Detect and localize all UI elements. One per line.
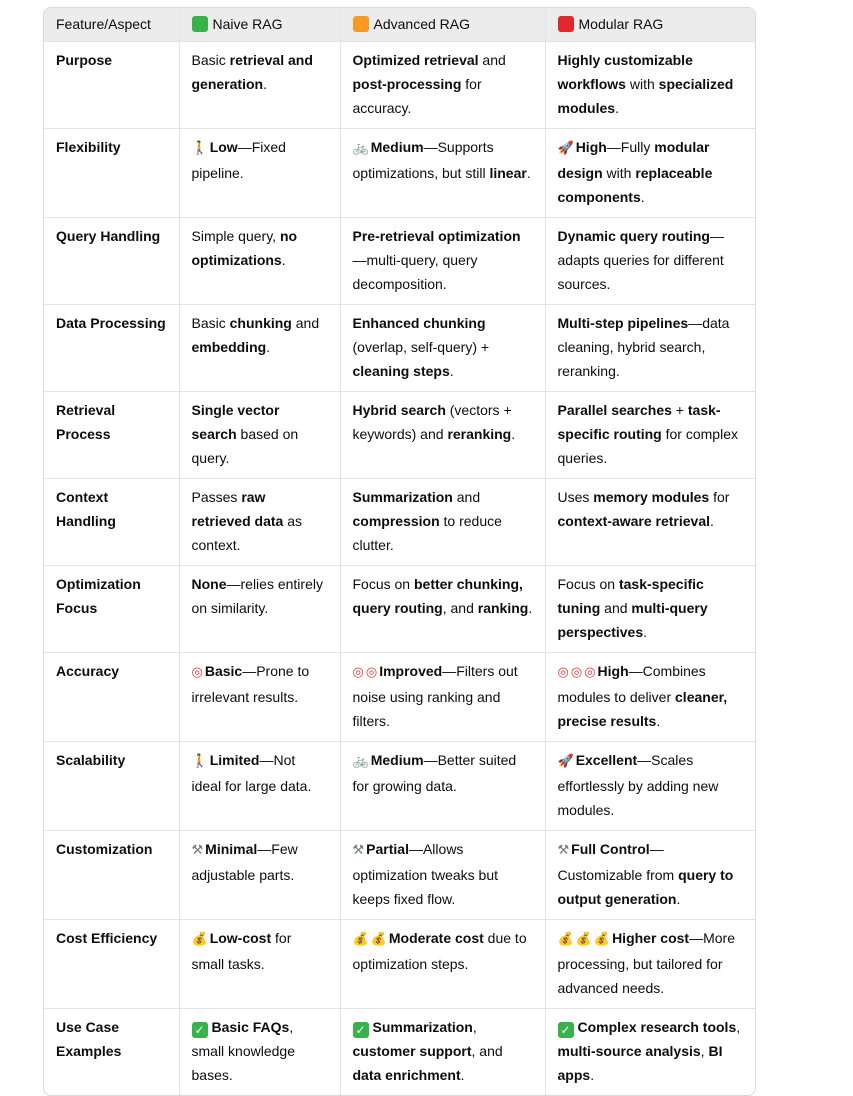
- bold-text: context-aware retrieval: [557, 513, 711, 529]
- bold-text: linear: [489, 165, 527, 181]
- bold-text: post-processing: [352, 76, 462, 92]
- comparison-cell: [545, 479, 755, 566]
- target-icon: ◎: [365, 665, 378, 680]
- rocket-icon: 🚀: [557, 141, 574, 156]
- target-icon: ◎: [570, 665, 583, 680]
- text-segment: Basic: [191, 315, 230, 331]
- comparison-cell: [179, 479, 340, 566]
- bold-text: Basic: [204, 663, 243, 679]
- text-segment: and: [452, 489, 481, 505]
- text-segment: and: [600, 600, 632, 616]
- table-header: [44, 8, 755, 42]
- comparison-cell: [545, 305, 755, 392]
- bold-text: Parallel searches: [557, 402, 672, 418]
- feature-cell: Flexibility: [44, 129, 179, 218]
- table-row: [44, 1009, 755, 1096]
- money-bag-icon: 💰: [575, 932, 592, 947]
- money-bag-icon: 💰: [191, 932, 208, 947]
- comparison-cell: [340, 479, 545, 566]
- text-segment: Focus on: [352, 576, 414, 592]
- bold-text: raw retrieved data: [191, 489, 284, 529]
- comparison-cell: [545, 831, 755, 920]
- text-segment: —Not ideal for large data.: [191, 752, 312, 794]
- bold-text: Optimized retrieval: [352, 52, 479, 68]
- bold-text: replaceable components: [557, 165, 713, 205]
- text-segment: , small knowledge bases.: [191, 1019, 295, 1083]
- bold-text: task-specific tuning: [557, 576, 704, 616]
- text-segment: —data cleaning, hybrid search, reranking.: [557, 315, 730, 379]
- text-segment: .: [281, 252, 286, 268]
- comparison-cell: [545, 129, 755, 218]
- comparison-cell: [340, 831, 545, 920]
- bold-text: High: [597, 663, 629, 679]
- text-segment: (vectors + keywords) and: [352, 402, 512, 442]
- text-segment: .: [460, 1067, 465, 1083]
- feature-cell: Use Case Examples: [44, 1009, 179, 1096]
- comparison-table-container: [43, 7, 756, 1096]
- bold-text: task-specific routing: [557, 402, 721, 442]
- bold-text: Low: [209, 139, 238, 155]
- comparison-cell: [545, 653, 755, 742]
- bold-text: Medium: [370, 752, 424, 768]
- text-segment: .: [615, 100, 619, 116]
- text-segment: —Few adjustable parts.: [191, 841, 298, 883]
- bold-text: customer support: [352, 1043, 472, 1059]
- text-segment: .: [263, 76, 267, 92]
- table-body: [44, 42, 755, 1096]
- bold-text: modular design: [557, 139, 710, 181]
- table-row: [44, 305, 755, 392]
- text-segment: .: [590, 1067, 595, 1083]
- bold-text: Summarization: [372, 1019, 473, 1035]
- feature-cell: Customization: [44, 831, 179, 920]
- text-segment: —Combines modules to deliver: [557, 663, 706, 705]
- orange-square-icon: [353, 16, 369, 32]
- bold-text: Enhanced chunking: [352, 315, 486, 331]
- comparison-cell: [179, 1009, 340, 1096]
- text-segment: for accuracy.: [352, 76, 482, 116]
- table-row: [44, 42, 755, 129]
- bold-text: cleaner, precise results: [557, 689, 728, 729]
- bold-text: Summarization: [352, 489, 453, 505]
- bold-text: query to output generation: [557, 867, 734, 907]
- feature-cell: Retrieval Process: [44, 392, 179, 479]
- text-segment: and: [291, 315, 320, 331]
- comparison-cell: [179, 218, 340, 305]
- bold-text: reranking: [447, 426, 512, 442]
- bold-text: Moderate cost: [388, 930, 484, 946]
- bold-text: multi-query perspectives: [557, 600, 708, 640]
- comparison-cell: [545, 920, 755, 1009]
- header-row: [44, 8, 755, 42]
- bold-text: retrieval and generation: [191, 52, 313, 92]
- feature-cell: Optimization Focus: [44, 566, 179, 653]
- text-segment: —multi-query, query decomposition.: [352, 252, 478, 292]
- bold-text: High: [575, 139, 607, 155]
- feature-cell: Purpose: [44, 42, 179, 129]
- rocket-icon: 🚀: [557, 754, 574, 769]
- bold-text: embedding: [191, 339, 267, 355]
- comparison-cell: [179, 42, 340, 129]
- bold-text: BI apps: [557, 1043, 723, 1083]
- text-segment: Uses: [557, 489, 594, 505]
- text-segment: Basic: [191, 52, 230, 68]
- target-icon: ◎: [352, 665, 364, 680]
- bicycle-icon: 🚲: [352, 141, 369, 156]
- text-segment: ,: [736, 1019, 741, 1035]
- table-row: [44, 129, 755, 218]
- target-icon: ◎: [557, 665, 569, 680]
- red-square-icon: [558, 16, 574, 32]
- comparison-cell: [340, 1009, 545, 1096]
- text-segment: —Fixed pipeline.: [191, 139, 286, 181]
- comparison-cell: [179, 831, 340, 920]
- text-segment: due to optimization steps.: [352, 930, 527, 972]
- table-row: [44, 920, 755, 1009]
- comparison-cell: [545, 392, 755, 479]
- text-segment: as context.: [191, 513, 303, 553]
- bold-text: Highly customizable workflows: [557, 52, 693, 92]
- text-segment: , and: [442, 600, 478, 616]
- comparison-cell: [340, 305, 545, 392]
- money-bag-icon: 💰: [370, 932, 387, 947]
- comparison-cell: [545, 42, 755, 129]
- text-segment: for small tasks.: [191, 930, 292, 972]
- bold-text: multi-source analysis: [557, 1043, 701, 1059]
- comparison-cell: [340, 218, 545, 305]
- table-row: [44, 218, 755, 305]
- column-header-2: [340, 8, 545, 42]
- text-segment: —Scales effortlessly by adding new modules.: [557, 752, 719, 818]
- table-row: [44, 479, 755, 566]
- feature-cell: Accuracy: [44, 653, 179, 742]
- money-bag-icon: 💰: [352, 932, 369, 947]
- text-segment: ,: [700, 1043, 709, 1059]
- bold-text: Low-cost: [209, 930, 272, 946]
- comparison-cell: [179, 566, 340, 653]
- tools-icon: ⚒: [191, 843, 204, 858]
- column-header-1: [179, 8, 340, 42]
- text-segment: to reduce clutter.: [352, 513, 502, 553]
- person-walking-icon: 🚶: [191, 141, 208, 156]
- check-mark-icon: ✓: [558, 1022, 574, 1038]
- bold-text: cleaning steps: [352, 363, 450, 379]
- bold-text: Medium: [370, 139, 424, 155]
- comparison-cell: [179, 305, 340, 392]
- text-segment: .: [528, 600, 533, 616]
- feature-cell: Query Handling: [44, 218, 179, 305]
- text-segment: —adapts queries for different sources.: [557, 228, 724, 292]
- feature-cell: Data Processing: [44, 305, 179, 392]
- table-row: [44, 653, 755, 742]
- text-segment: —Prone to irrelevant results.: [191, 663, 310, 705]
- text-segment: .: [640, 189, 645, 205]
- text-segment: for: [709, 489, 730, 505]
- target-icon: ◎: [191, 665, 203, 680]
- bold-text: compression: [352, 513, 440, 529]
- text-segment: , and: [471, 1043, 503, 1059]
- bold-text: Limited: [209, 752, 260, 768]
- text-segment: .: [656, 713, 661, 729]
- text-segment: —Customizable from: [557, 841, 679, 883]
- comparison-cell: [545, 218, 755, 305]
- comparison-cell: [340, 42, 545, 129]
- comparison-cell: [545, 742, 755, 831]
- bold-text: Dynamic query routing: [557, 228, 710, 244]
- text-segment: —Supports optimizations, but still: [352, 139, 494, 181]
- comparison-cell: [545, 566, 755, 653]
- column-header-label: Modular RAG: [578, 16, 664, 32]
- bold-text: Hybrid search: [352, 402, 446, 418]
- text-segment: —Filters out noise using ranking and filters.: [352, 663, 518, 729]
- feature-cell: Cost Efficiency: [44, 920, 179, 1009]
- bold-text: Basic FAQs: [211, 1019, 290, 1035]
- rag-comparison-table: [44, 8, 755, 1095]
- bicycle-icon: 🚲: [352, 754, 369, 769]
- column-header-label: Feature/Aspect: [56, 16, 151, 32]
- bold-text: Single vector search: [191, 402, 280, 442]
- money-bag-icon: 💰: [593, 932, 611, 947]
- tools-icon: ⚒: [352, 843, 365, 858]
- bold-text: Full Control: [571, 841, 650, 857]
- bold-text: Improved: [379, 663, 443, 679]
- bold-text: Multi-step pipelines: [557, 315, 689, 331]
- text-segment: with: [625, 76, 659, 92]
- text-segment: (overlap, self-query) +: [352, 339, 490, 355]
- comparison-cell: [340, 653, 545, 742]
- text-segment: .: [676, 891, 681, 907]
- check-mark-icon: ✓: [353, 1022, 369, 1038]
- bold-text: Excellent: [575, 752, 638, 768]
- text-segment: and: [478, 52, 506, 68]
- comparison-cell: [340, 392, 545, 479]
- text-segment: —Better suited for growing data.: [352, 752, 517, 794]
- table-row: [44, 831, 755, 920]
- table-row: [44, 392, 755, 479]
- text-segment: —relies entirely on similarity.: [191, 576, 323, 616]
- text-segment: ,: [472, 1019, 477, 1035]
- text-segment: Simple query,: [191, 228, 280, 244]
- text-segment: +: [671, 402, 688, 418]
- bold-text: specialized modules: [557, 76, 734, 116]
- comparison-cell: [179, 920, 340, 1009]
- text-segment: —Fully: [606, 139, 655, 155]
- comparison-cell: [179, 653, 340, 742]
- text-segment: .: [449, 363, 454, 379]
- bold-text: Pre-retrieval optimization: [352, 228, 521, 244]
- text-segment: for complex queries.: [557, 426, 738, 466]
- comparison-cell: [179, 129, 340, 218]
- bold-text: data enrichment: [352, 1067, 461, 1083]
- table-row: [44, 566, 755, 653]
- text-segment: with: [602, 165, 636, 181]
- bold-text: ranking: [477, 600, 529, 616]
- text-segment: —More processing, but tailored for advanced needs.: [557, 930, 735, 996]
- bold-text: no optimizations: [191, 228, 298, 268]
- comparison-cell: [340, 566, 545, 653]
- comparison-cell: [340, 920, 545, 1009]
- column-header-3: [545, 8, 755, 42]
- text-segment: Focus on: [557, 576, 619, 592]
- bold-text: Partial: [366, 841, 409, 857]
- text-segment: .: [511, 426, 516, 442]
- check-mark-icon: ✓: [192, 1022, 208, 1038]
- feature-cell: Scalability: [44, 742, 179, 831]
- text-segment: .: [710, 513, 714, 529]
- target-icon: ◎: [584, 665, 596, 680]
- bold-text: chunking: [229, 315, 292, 331]
- table-row: [44, 742, 755, 831]
- column-header-label: Advanced RAG: [373, 16, 470, 32]
- text-segment: .: [266, 339, 271, 355]
- person-walking-icon: 🚶: [191, 754, 208, 769]
- comparison-cell: [179, 742, 340, 831]
- bold-text: Higher cost: [612, 930, 690, 946]
- bold-text: Minimal: [205, 841, 258, 857]
- tools-icon: ⚒: [557, 843, 570, 858]
- comparison-cell: [340, 129, 545, 218]
- text-segment: Passes: [191, 489, 242, 505]
- text-segment: —Allows optimization tweaks but keeps fixed flow.: [352, 841, 499, 907]
- feature-cell: Context Handling: [44, 479, 179, 566]
- column-header-0: [44, 8, 179, 42]
- bold-text: Complex research tools: [577, 1019, 737, 1035]
- text-segment: based on query.: [191, 426, 299, 466]
- comparison-cell: [545, 1009, 755, 1096]
- bold-text: memory modules: [593, 489, 710, 505]
- text-segment: .: [526, 165, 531, 181]
- green-square-icon: [192, 16, 208, 32]
- bold-text: None: [191, 576, 227, 592]
- comparison-cell: [179, 392, 340, 479]
- column-header-label: Naive RAG: [212, 16, 283, 32]
- comparison-cell: [340, 742, 545, 831]
- money-bag-icon: 💰: [557, 932, 574, 947]
- text-segment: .: [643, 624, 647, 640]
- bold-text: better chunking, query routing: [352, 576, 523, 616]
